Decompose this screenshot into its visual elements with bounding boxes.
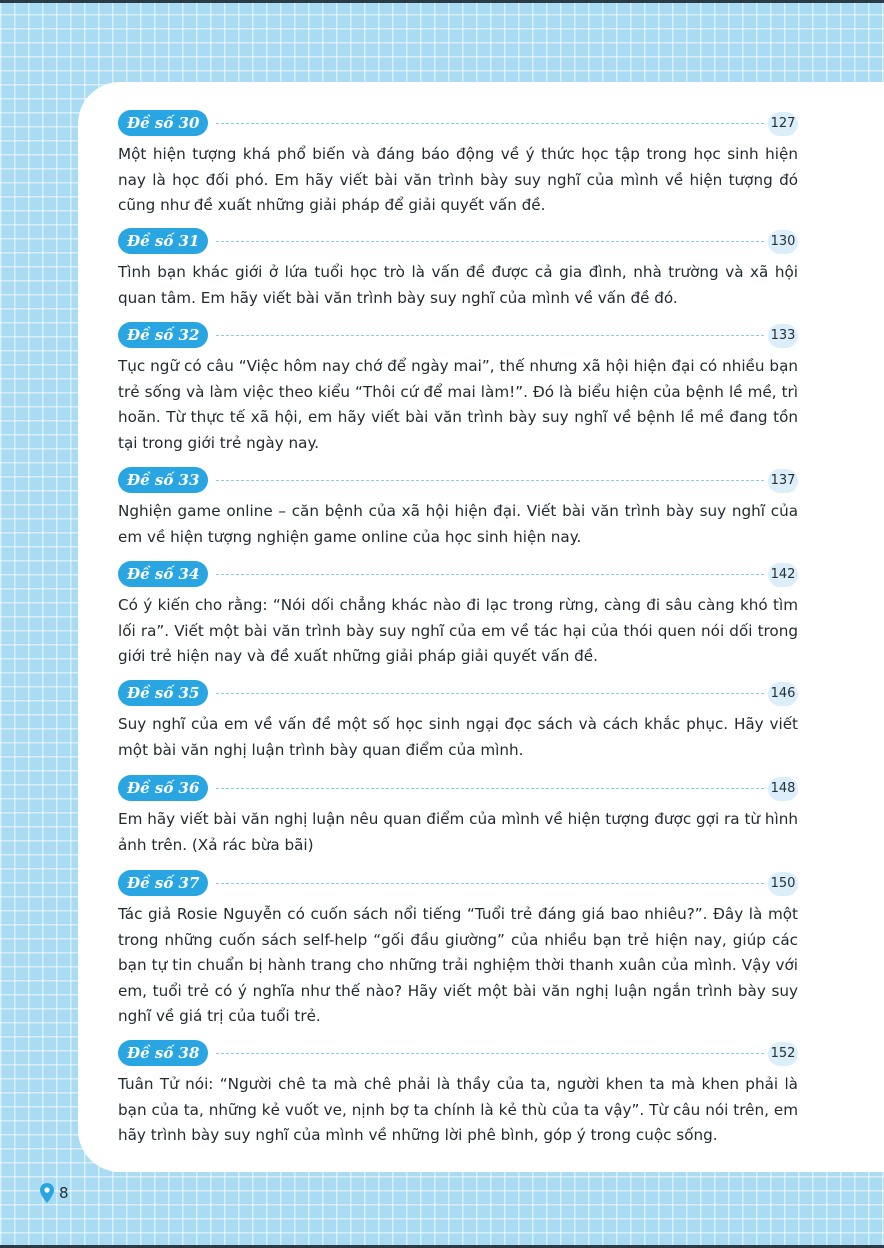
toc-entry-37[interactable] — [118, 870, 798, 1030]
dotted-leader — [216, 574, 764, 575]
entry-description: Em hãy viết bài văn nghị luận nêu quan điểm của mình về hiện tượng được gợi ra từ hình ảnh trên. (Xả rác bừa bãi) — [118, 810, 798, 854]
entry-description: Tác giả Rosie Nguyễn có cuốn sách nổi tiếng “Tuổi trẻ đáng giá bao nhiêu?”. Đây là một trong những cuốn sách self-help “gối đầu giường” của nhiều bạn trẻ hiện nay, giúp các bạn tự tin chuẩn bị hành trang cho những trải nghiệm thời thanh xuân của mình. Vậy với em, tuổi trẻ có ý nghĩa như thế nào? Hãy viết một bài văn nghị luận ngắn trình bày suy nghĩ về giá trị của tuổi trẻ. — [118, 905, 798, 1025]
toc-entry-34[interactable] — [118, 561, 798, 670]
dotted-leader — [216, 480, 764, 481]
toc-entry-35[interactable] — [118, 680, 798, 763]
entry-page-number: 148 — [768, 777, 798, 801]
toc-entry-30[interactable] — [118, 110, 798, 219]
toc-entry-36[interactable] — [118, 775, 798, 858]
toc-entry-32[interactable] — [118, 322, 798, 456]
dotted-leader — [216, 241, 764, 242]
entry-header — [118, 561, 798, 589]
entry-label-badge: Đề số 31 — [118, 228, 208, 254]
dotted-leader — [216, 788, 764, 789]
entry-label-badge: Đề số 38 — [118, 1040, 208, 1066]
dotted-leader — [216, 883, 764, 884]
entry-page-number: 150 — [768, 872, 798, 896]
entry-label-badge: Đề số 37 — [118, 870, 208, 896]
toc-entry-38[interactable] — [118, 1040, 798, 1149]
toc-entry-33[interactable] — [118, 467, 798, 550]
dotted-leader — [216, 123, 764, 124]
entry-description: Tuân Tử nói: “Người chê ta mà chê phải là thầy của ta, người khen ta mà khen phải là bạn của ta, những kẻ vuốt ve, nịnh bợ ta chính là kẻ thù của ta vậy”. Từ câu nói trên, em hãy trình bày suy nghĩ của mình về những lời phê bình, góp ý trong cuộc sống. — [118, 1075, 798, 1144]
entry-page-number: 142 — [768, 563, 798, 587]
dotted-leader — [216, 335, 764, 336]
dotted-leader — [216, 693, 764, 694]
entry-description: Nghiện game online – căn bệnh của xã hội hiện đại. Viết bài văn trình bày suy nghĩ của em về hiện tượng nghiện game online của học sinh hiện nay. — [118, 502, 798, 546]
entry-description: Một hiện tượng khá phổ biến và đáng báo động về ý thức học tập trong học sinh hiện nay là học đối phó. Em hãy viết bài văn trình bày suy nghĩ của mình về hiện tượng đó cũng như đề xuất những giải pháp để giải quyết vấn đề. — [118, 145, 798, 214]
entry-description: Có ý kiến cho rằng: “Nói dối chẳng khác nào đi lạc trong rừng, càng đi sâu càng khó tìm lối ra”. Viết một bài văn trình bày suy nghĩ của em về tác hại của thói quen nói dối trong giới trẻ hiện nay và đề xuất những giải pháp giải quyết vấn đề. — [118, 596, 798, 665]
entry-description: Suy nghĩ của em về vấn đề một số học sinh ngại đọc sách và cách khắc phục. Hãy viết một bài văn nghị luận trình bày quan điểm của mình. — [118, 715, 798, 759]
entry-description: Tục ngữ có câu “Việc hôm nay chớ để ngày mai”, thế nhưng xã hội hiện đại có nhiều bạn trẻ sống và làm việc theo kiểu “Thôi cứ để mai làm!”. Đó là biểu hiện của bệnh lề mề, trì hoãn. Từ thực tế xã hội, em hãy viết bài văn trình bày suy nghĩ về bệnh lề mề đang tồn tại trong giới trẻ ngày nay. — [118, 357, 798, 452]
entry-header — [118, 110, 798, 138]
entry-header — [118, 467, 798, 495]
entry-header — [118, 775, 798, 803]
entry-label-badge: Đề số 35 — [118, 680, 208, 706]
entry-label-badge: Đề số 34 — [118, 561, 208, 587]
entry-header — [118, 680, 798, 708]
location-pin-icon — [40, 1183, 54, 1203]
entry-page-number: 130 — [768, 230, 798, 254]
dotted-leader — [216, 1053, 764, 1054]
entry-label-badge: Đề số 33 — [118, 467, 208, 493]
entry-page-number: 152 — [768, 1042, 798, 1066]
page-number: 8 — [59, 1184, 69, 1202]
entry-page-number: 127 — [768, 112, 798, 136]
entry-page-number: 146 — [768, 682, 798, 706]
top-border — [0, 0, 884, 3]
entry-label-badge: Đề số 36 — [118, 775, 208, 801]
entry-description: Tình bạn khác giới ở lứa tuổi học trò là vấn đề được cả gia đình, nhà trường và xã hội quan tâm. Em hãy viết bài văn trình bày suy nghĩ của mình về vấn đề đó. — [118, 263, 798, 307]
entry-header — [118, 322, 798, 350]
entry-page-number: 133 — [768, 324, 798, 348]
entry-label-badge: Đề số 30 — [118, 110, 208, 136]
entry-page-number: 137 — [768, 469, 798, 493]
entry-header — [118, 1040, 798, 1068]
toc-entry-31[interactable] — [118, 228, 798, 311]
entry-header — [118, 228, 798, 256]
entry-header — [118, 870, 798, 898]
entry-label-badge: Đề số 32 — [118, 322, 208, 348]
